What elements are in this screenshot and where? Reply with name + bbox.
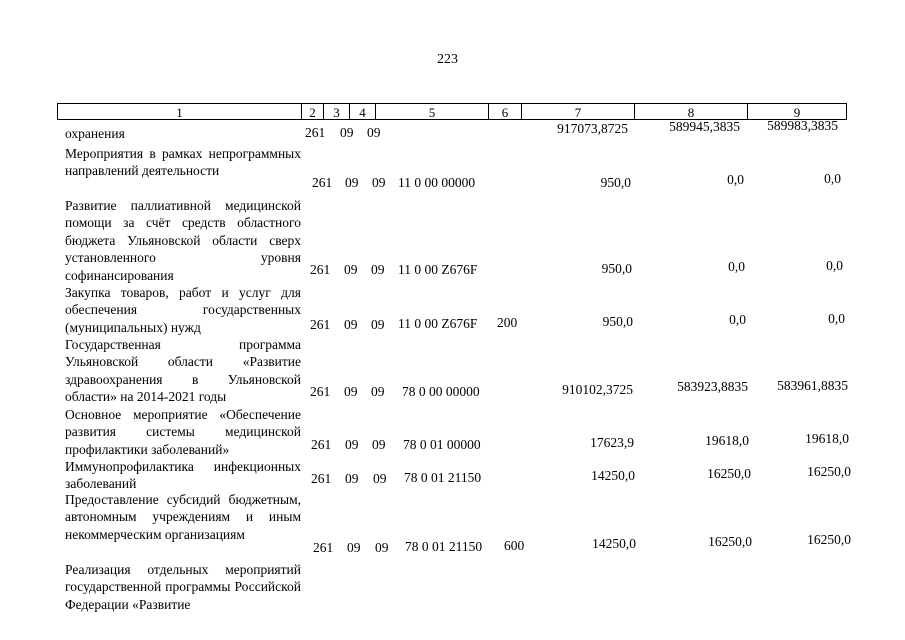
row-c7: 950,0 bbox=[601, 261, 632, 276]
row-c9: 589983,3835 bbox=[767, 118, 838, 133]
row-c4: 09 bbox=[373, 471, 387, 486]
row-c8: 19618,0 bbox=[705, 433, 749, 448]
row-c8: 589945,3835 bbox=[669, 119, 740, 134]
header-col-1: 1 bbox=[57, 103, 302, 120]
header-col-9: 9 bbox=[747, 103, 847, 120]
row-name: Развитие паллиативной медицинской помощи за счёт средств областного бюджета Ульяновской области сверх установленного уровня софинансирования bbox=[65, 198, 301, 283]
row-c4: 09 bbox=[371, 317, 385, 332]
row-c5: 11 0 00 Z676F bbox=[398, 262, 478, 277]
row-c2: 261 bbox=[310, 384, 331, 399]
row-name: охранения bbox=[65, 126, 125, 141]
row-c5: 11 0 00 Z676F bbox=[398, 316, 478, 331]
row-c7: 917073,8725 bbox=[557, 121, 628, 136]
row-c3: 09 bbox=[347, 540, 361, 555]
row-c9: 583961,8835 bbox=[777, 378, 848, 393]
row-c3: 09 bbox=[344, 262, 358, 277]
row-c7: 14250,0 bbox=[592, 536, 636, 551]
row-c4: 09 bbox=[371, 384, 385, 399]
row-c5: 78 0 01 21150 bbox=[404, 470, 482, 485]
row-c9: 16250,0 bbox=[807, 464, 851, 479]
row-c5: 78 0 00 00000 bbox=[402, 384, 480, 399]
row-c4: 09 bbox=[375, 540, 389, 555]
row-c8: 583923,8835 bbox=[677, 379, 748, 394]
header-col-2: 2 bbox=[301, 103, 324, 120]
row-c5: 78 0 01 21150 bbox=[405, 539, 483, 554]
header-col-7: 7 bbox=[521, 103, 635, 120]
row-c3: 09 bbox=[345, 437, 359, 452]
row-c2: 261 bbox=[311, 471, 332, 486]
row-c7: 17623,9 bbox=[590, 435, 634, 450]
row-c3: 09 bbox=[345, 175, 359, 190]
row-c7: 950,0 bbox=[602, 314, 633, 329]
row-c3: 09 bbox=[344, 384, 358, 399]
row-c4: 09 bbox=[371, 262, 385, 277]
row-c9: 16250,0 bbox=[807, 532, 851, 547]
row-name: Мероприятия в рамках непрограммных направлений деятельности bbox=[65, 146, 301, 179]
row-c8: 16250,0 bbox=[707, 466, 751, 481]
row-c7: 910102,3725 bbox=[562, 382, 633, 397]
row-c7: 14250,0 bbox=[591, 468, 635, 483]
row-c9: 0,0 bbox=[828, 311, 845, 326]
row-c2: 261 bbox=[311, 437, 332, 452]
row-c8: 16250,0 bbox=[708, 534, 752, 549]
row-c6: 600 bbox=[504, 538, 525, 553]
row-c5: 78 0 01 00000 bbox=[403, 437, 481, 452]
row-c8: 0,0 bbox=[727, 172, 744, 187]
row-c9: 0,0 bbox=[824, 171, 841, 186]
row-name: Реализация отдельных мероприятий государственной программы Российской Федерации «Развитие bbox=[65, 562, 301, 612]
row-c7: 950,0 bbox=[600, 175, 631, 190]
row-c9: 19618,0 bbox=[805, 431, 849, 446]
row-c2: 261 bbox=[312, 175, 333, 190]
row-name: Основное мероприятие «Обеспечение развития системы медицинской профилактики заболеваний» bbox=[65, 407, 301, 457]
header-col-4: 4 bbox=[349, 103, 376, 120]
row-c3: 09 bbox=[345, 471, 359, 486]
row-c3: 09 bbox=[344, 317, 358, 332]
row-name: Закупка товаров, работ и услуг для обеспечения государственных (муниципальных) нужд bbox=[65, 285, 301, 335]
row-c8: 0,0 bbox=[728, 259, 745, 274]
row-c4: 09 bbox=[367, 125, 381, 140]
row-c9: 0,0 bbox=[826, 258, 843, 273]
header-col-6: 6 bbox=[488, 103, 522, 120]
row-c4: 09 bbox=[372, 437, 386, 452]
row-name: Предоставление субсидий бюджетным, автономным учреждениям и иным некоммерческим организациям bbox=[65, 492, 301, 542]
row-c3: 09 bbox=[340, 125, 354, 140]
row-c2: 261 bbox=[313, 540, 334, 555]
header-col-3: 3 bbox=[323, 103, 350, 120]
row-c5: 11 0 00 00000 bbox=[398, 175, 476, 190]
row-c4: 09 bbox=[372, 175, 386, 190]
row-name: Государственная программа Ульяновской области «Развитие здравоохранения в Ульяновской области» на 2014-2021 годы bbox=[65, 337, 301, 405]
page-number: 223 bbox=[437, 52, 458, 67]
row-c2: 261 bbox=[310, 317, 331, 332]
header-col-5: 5 bbox=[375, 103, 489, 120]
header-col-8: 8 bbox=[634, 103, 748, 120]
row-c8: 0,0 bbox=[729, 312, 746, 327]
row-name: Иммунопрофилактика инфекционных заболеваний bbox=[65, 459, 301, 492]
row-c2: 261 bbox=[305, 125, 326, 140]
row-c6: 200 bbox=[497, 315, 518, 330]
row-c2: 261 bbox=[310, 262, 331, 277]
